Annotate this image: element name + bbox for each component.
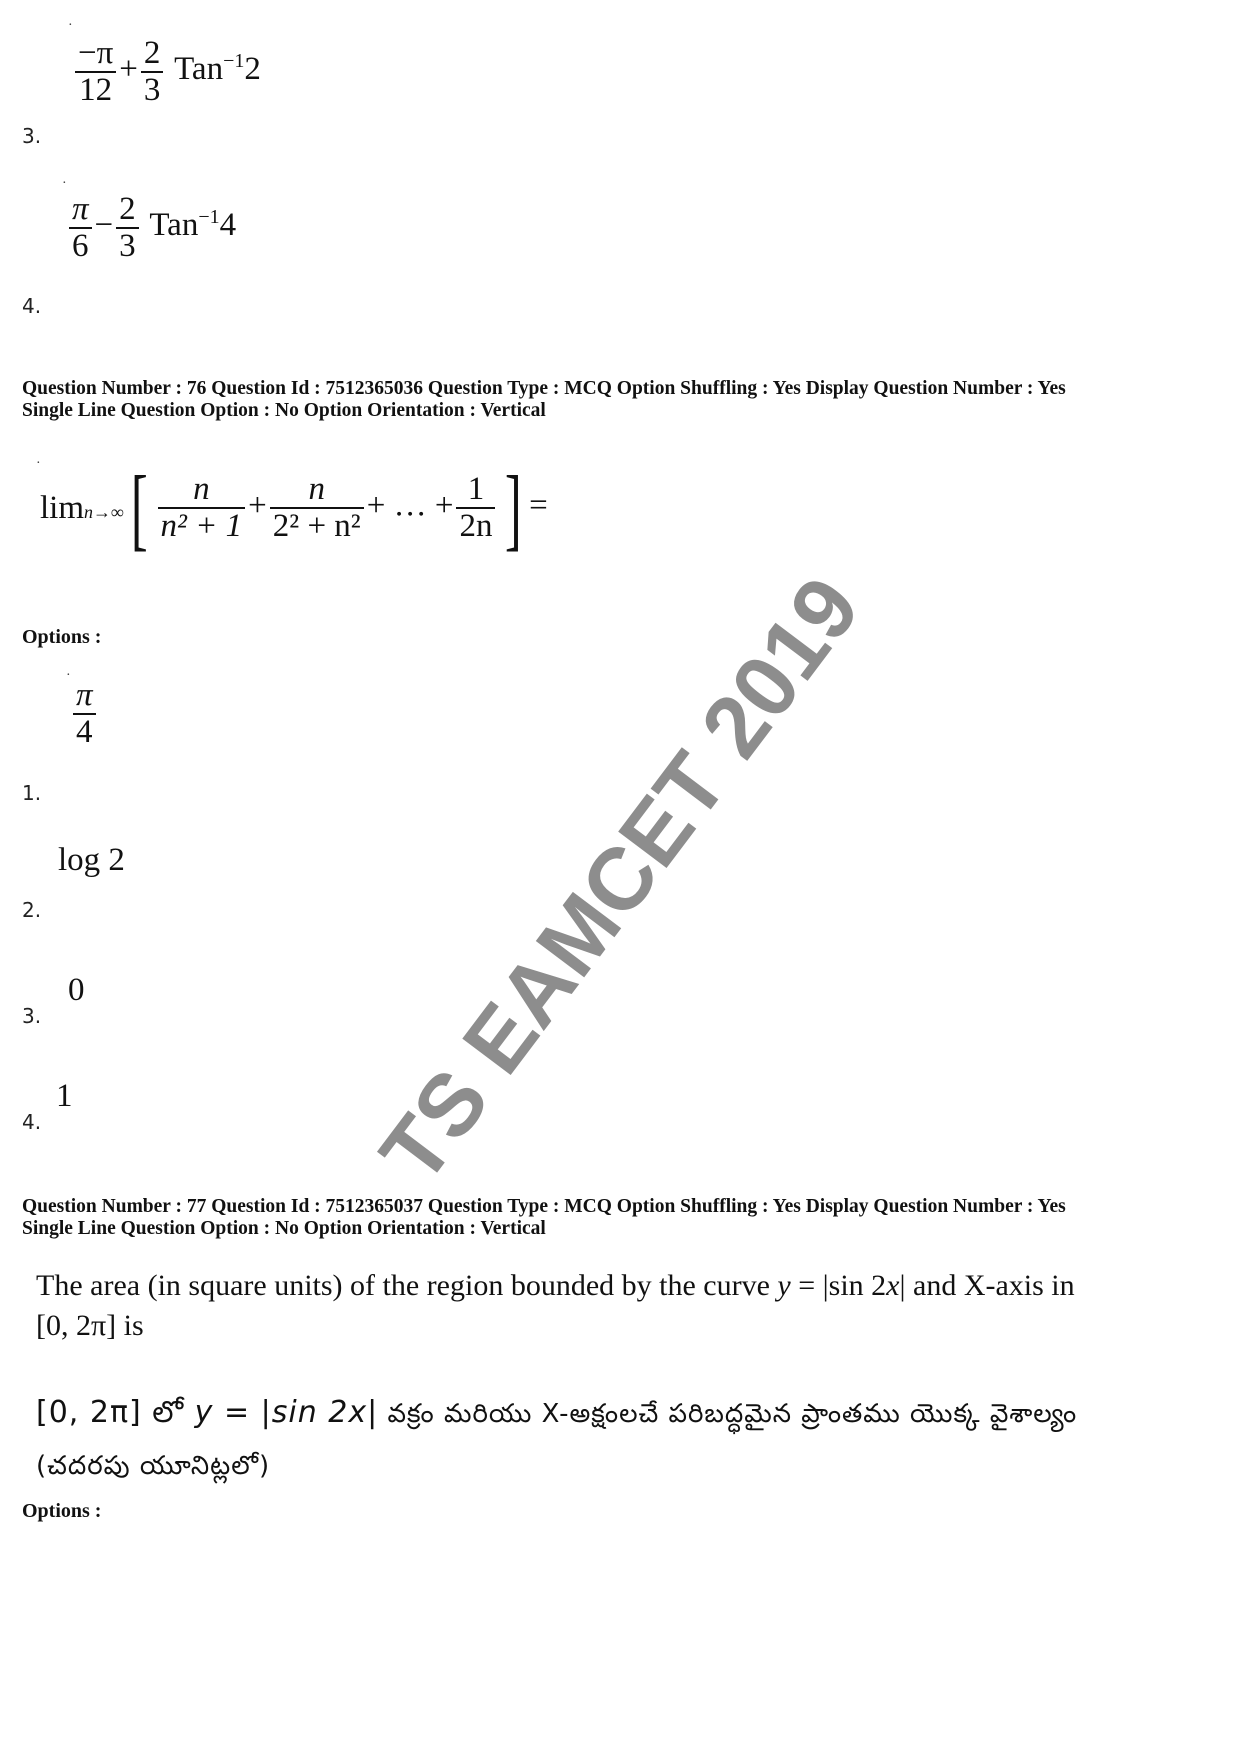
telugu-line <box>36 1388 1226 1440</box>
option-2-text: log 2 <box>58 842 125 878</box>
question-77-meta <box>22 1196 1066 1240</box>
variable: x <box>886 1269 900 1302</box>
option-4-text: 1 <box>56 1078 73 1114</box>
telugu-line: (చదరపు యూనిట్లలో) <box>36 1451 271 1481</box>
question-77-telugu <box>36 1388 1226 1492</box>
fraction-denominator: 12 <box>79 71 113 108</box>
question-line <box>36 1266 1216 1306</box>
fraction-denominator: 2n <box>459 508 493 544</box>
fraction-denominator: 2² + n² <box>272 508 361 544</box>
fraction-numerator: 2 <box>116 192 139 229</box>
option-marker-dot: · <box>62 176 67 191</box>
function-name: Tan <box>174 51 224 88</box>
superscript: −1 <box>198 206 220 229</box>
option-marker-dot: · <box>66 668 71 683</box>
fraction-numerator: 1 <box>456 472 495 509</box>
text-segment: | and X-axis in <box>899 1269 1075 1302</box>
option-number: 3. <box>22 124 42 148</box>
function-name: Tan <box>149 207 199 244</box>
option-1-expression <box>70 678 99 749</box>
meta-line: Single Line Question Option : No Option Orientation : Vertical <box>22 400 546 421</box>
fraction-denominator: 3 <box>119 227 136 264</box>
limit-subscript: n→∞ <box>84 501 124 522</box>
superscript: −1 <box>223 50 245 73</box>
question-77-english <box>36 1266 1216 1346</box>
meta-line: Question Number : 76 Question Id : 7512365036 Question Type : MCQ Option Shuffling : Yes Display Question Number : Yes <box>22 378 1066 399</box>
text-segment: వక్రం మరియు X-అక్షంలచే పరిబద్ధమైన ప్రాంతము యొక్క వైశాల్యం <box>378 1399 1078 1429</box>
fraction-numerator: n <box>270 472 364 509</box>
variable: y <box>777 1269 791 1302</box>
ellipsis: + … + <box>366 487 454 524</box>
fraction-denominator: n² + 1 <box>160 508 243 544</box>
function-argument: 2 <box>244 51 261 88</box>
option-marker-dot: · <box>68 18 73 33</box>
question-line: [0, 2π] is <box>36 1309 144 1342</box>
watermark: TS EAMCET 2019 <box>360 558 879 1201</box>
option-number: 4. <box>22 294 42 318</box>
question-marker-dot: · <box>36 456 41 471</box>
fraction-numerator: π <box>73 678 96 715</box>
prev-option-4-expression <box>66 192 236 263</box>
limit-word: lim <box>40 489 85 526</box>
left-bracket: [ <box>130 457 148 559</box>
options-label: Options : <box>22 626 102 648</box>
option-number: 1. <box>22 781 42 805</box>
question-76-expression: limn→∞[ $\frac{n}{\text{n² + 1}}$ + $\frac{n}{\text{2² + n²}}$ + … + $\frac{1}{2n}$ ] = <box>40 457 548 559</box>
equals-sign: = <box>529 487 548 524</box>
fraction-denominator: 4 <box>76 713 93 750</box>
option-3-text: 0 <box>68 972 85 1008</box>
fraction-numerator: 2 <box>141 36 164 73</box>
option-number: 4. <box>22 1110 42 1134</box>
text-segment: The area (in square units) of the region bounded by the curve <box>36 1269 778 1302</box>
limit <box>40 491 124 526</box>
question-76-meta <box>22 378 1066 422</box>
option-number: 2. <box>22 898 42 922</box>
option-number: 3. <box>22 1004 42 1028</box>
fraction-numerator: −π <box>75 36 116 73</box>
text-segment: = |sin 2 <box>790 1269 887 1302</box>
fraction-denominator: 6 <box>72 227 89 264</box>
options-label: Options : <box>22 1500 102 1522</box>
curve-expression: y = |sin 2x| <box>194 1395 379 1430</box>
meta-line: Question Number : 77 Question Id : 7512365037 Question Type : MCQ Option Shuffling : Yes Display Question Number : Yes <box>22 1196 1066 1217</box>
operator: − <box>94 207 114 244</box>
right-bracket: ] <box>505 457 523 559</box>
operator: + <box>119 51 138 88</box>
meta-line: Single Line Question Option : No Option Orientation : Vertical <box>22 1218 546 1239</box>
fraction-denominator: 3 <box>143 71 161 108</box>
prev-option-3-expression <box>72 36 261 107</box>
fraction-numerator: n <box>158 472 246 509</box>
fraction-numerator: π <box>69 192 92 229</box>
function-argument: 4 <box>219 207 237 244</box>
text-segment: [0, 2π] లో <box>36 1395 195 1430</box>
